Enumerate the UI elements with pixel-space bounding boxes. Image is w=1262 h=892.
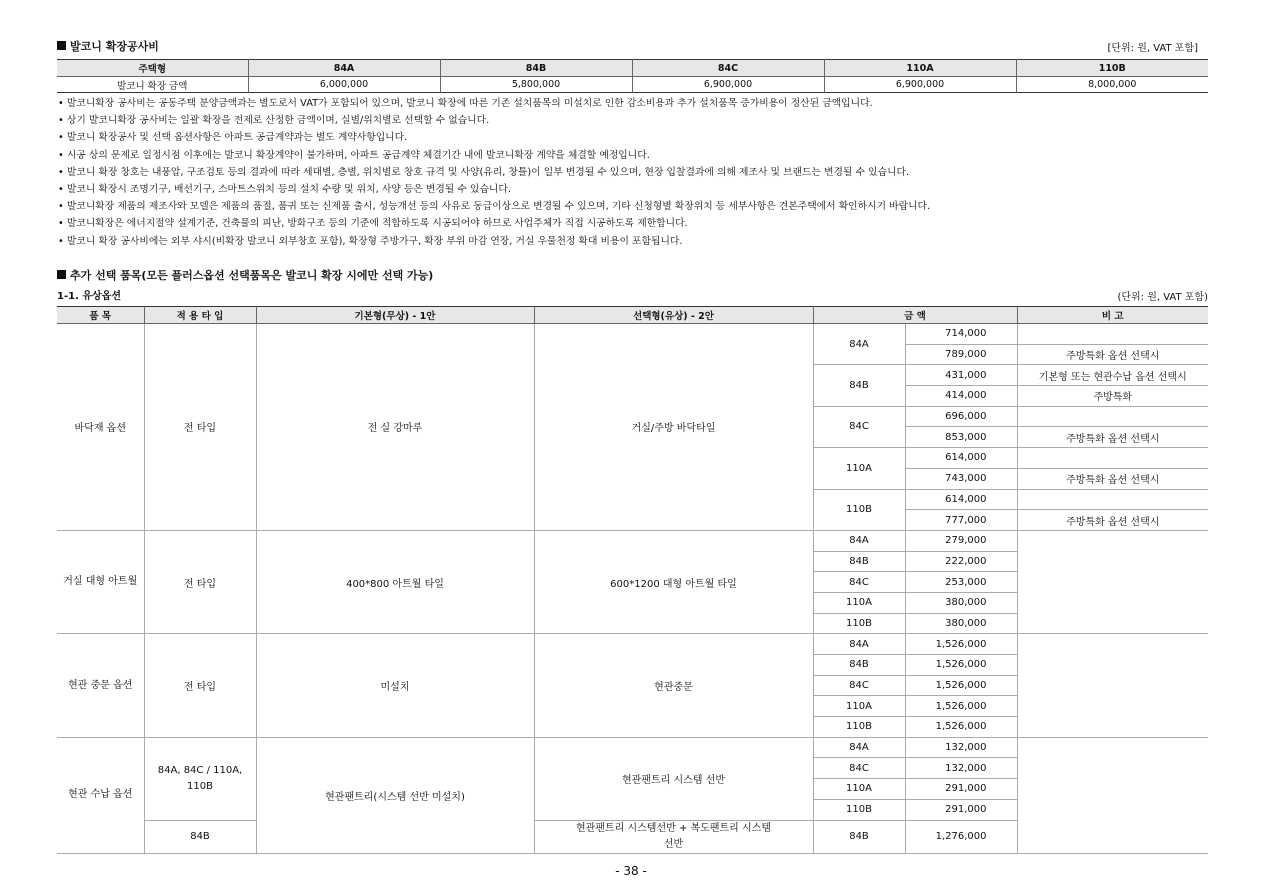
item-cell: 현관 중문 옵션 xyxy=(57,634,144,737)
amount-cell: 414,000 xyxy=(905,386,1017,407)
amount-cell: 132,000 xyxy=(905,758,1017,779)
unit-type-cell: 110A xyxy=(813,448,905,489)
amount-cell: 1,276,000 xyxy=(905,820,1017,853)
note-cell: 주방특화 xyxy=(1017,386,1208,407)
balcony-cost-title xyxy=(57,38,159,54)
header-cell: 기본형(무상) - 1안 xyxy=(256,307,534,324)
type-cell: 84B xyxy=(144,820,256,853)
paid-options-header-row xyxy=(57,307,1208,324)
unit-type-cell: 84C xyxy=(813,406,905,447)
header-cell: 주택형 xyxy=(57,60,248,77)
note-cell: 주방특화 옵션 선택시 xyxy=(1017,468,1208,489)
balcony-notes-list xyxy=(58,95,930,250)
balcony-cost-table xyxy=(57,59,1208,93)
note-cell xyxy=(1017,737,1208,853)
basic-cell: 현관팬트리(시스템 선반 미설치) xyxy=(256,737,534,853)
basic-cell: 400*800 아트월 타일 xyxy=(256,530,534,633)
table-row xyxy=(57,634,1208,655)
unit-type-cell: 110A xyxy=(813,592,905,613)
header-cell: 110A xyxy=(824,60,1016,77)
unit-type-cell: 110B xyxy=(813,489,905,530)
note-item: • 발코니 확장 창호는 내풍압, 구조검토 등의 결과에 따라 세대별, 층별, 위치별로 창호 규격 및 사양(유리, 창틀)이 일부 변경될 수 있으며, 현장 입찰결과에 의해 제조사 및 브랜드는 변경될 수 있습니다. xyxy=(58,166,910,178)
amount-cell: 279,000 xyxy=(905,530,1017,551)
note-item: • 시공 상의 문제로 일정시점 이후에는 발코니 확장계약이 불가하며, 아파트 공급계약 체결기간 내에 발코니확장 계약을 체결할 예정입니다. xyxy=(58,149,650,161)
amount-cell: 1,526,000 xyxy=(905,717,1017,738)
unit-type-cell: 84B xyxy=(813,655,905,676)
unit-type-cell: 84A xyxy=(813,737,905,758)
amount-cell: 696,000 xyxy=(905,406,1017,427)
amount-cell: 291,000 xyxy=(905,779,1017,800)
basic-cell: 전 실 강마루 xyxy=(256,324,534,531)
extra-options-title-text: 추가 선택 품목(모든 플러스옵션 선택품목은 발코니 확장 시에만 선택 가능) xyxy=(70,269,434,282)
amount-cell: 222,000 xyxy=(905,551,1017,572)
amount-cell: 743,000 xyxy=(905,468,1017,489)
header-cell: 적 용 타 입 xyxy=(144,307,256,324)
amount-cell: 431,000 xyxy=(905,365,1017,386)
note-item: • 상기 발코니확장 공사비는 일괄 확장을 전제로 산정한 금액이며, 실별/위치별로 선택할 수 없습니다. xyxy=(58,115,490,127)
unit-type-cell: 110B xyxy=(813,717,905,738)
note-cell: 주방특화 옵션 선택시 xyxy=(1017,344,1208,365)
item-cell: 거실 대형 아트월 xyxy=(57,530,144,633)
paid-options-table xyxy=(57,306,1208,854)
note-cell: 주방특화 옵션 선택시 xyxy=(1017,510,1208,531)
table-row xyxy=(57,530,1208,551)
table-row xyxy=(57,737,1208,758)
selected-cell: 현관팬트리 시스템 선반 xyxy=(534,737,813,820)
amount-cell: 132,000 xyxy=(905,737,1017,758)
header-cell: 84A xyxy=(248,60,440,77)
type-cell: 전 타입 xyxy=(144,530,256,633)
unit-type-cell: 84A xyxy=(813,530,905,551)
price-cell: 6,000,000 xyxy=(248,77,440,93)
note-cell xyxy=(1017,448,1208,469)
basic-cell: 미설치 xyxy=(256,634,534,737)
square-bullet-icon xyxy=(57,270,66,279)
paid-options-unit: (단위: 원, VAT 포함) xyxy=(1117,292,1208,303)
amount-cell: 614,000 xyxy=(905,489,1017,510)
header-cell: 품 목 xyxy=(57,307,144,324)
unit-type-cell: 110A xyxy=(813,779,905,800)
type-cell: 전 타입 xyxy=(144,324,256,531)
header-cell: 비 고 xyxy=(1017,307,1208,324)
header-cell: 84C xyxy=(632,60,824,77)
note-cell xyxy=(1017,406,1208,427)
note-item: • 발코니 확장 공사비에는 외부 샤시(비확장 발코니 외부창호 포함), 확장형 주방가구, 확장 부위 마감 연장, 거실 우물천정 확대 비용이 포함됩니다. xyxy=(58,235,683,247)
table-row xyxy=(57,324,1208,345)
item-cell: 현관 수납 옵션 xyxy=(57,737,144,853)
price-cell: 5,800,000 xyxy=(440,77,632,93)
selected-cell: 현관중문 xyxy=(534,634,813,737)
amount-cell: 1,526,000 xyxy=(905,675,1017,696)
table-row xyxy=(57,77,1208,93)
header-cell: 110B xyxy=(1016,60,1208,77)
unit-type-cell: 84C xyxy=(813,758,905,779)
selected-cell: 현관팬트리 시스템선반 + 복도팬트리 시스템 선반 xyxy=(534,820,813,853)
paid-options-subtitle: 1-1. 유상옵션 xyxy=(57,291,121,302)
amount-cell: 253,000 xyxy=(905,572,1017,593)
amount-cell: 789,000 xyxy=(905,344,1017,365)
note-cell xyxy=(1017,489,1208,510)
extra-options-title xyxy=(57,267,433,283)
square-bullet-icon xyxy=(57,41,66,50)
type-cell: 84A, 84C / 110A, 110B xyxy=(144,737,256,820)
item-cell: 바닥재 옵션 xyxy=(57,324,144,531)
price-cell: 8,000,000 xyxy=(1016,77,1208,93)
amount-cell: 1,526,000 xyxy=(905,696,1017,717)
amount-cell: 853,000 xyxy=(905,427,1017,448)
note-item: • 발코니확장 제품의 제조사와 모델은 제품의 품절, 품귀 또는 신제품 출시, 성능개선 등의 사유로 동급이상으로 변경될 수 있으며, 기타 신청형별 확장위치 등 세부사항은 견본주택에서 확인하시기 바랍니다. xyxy=(58,201,931,213)
unit-type-cell: 84A xyxy=(813,324,905,365)
unit-type-cell: 84A xyxy=(813,634,905,655)
unit-type-cell: 84B xyxy=(813,365,905,406)
unit-type-cell: 84C xyxy=(813,572,905,593)
price-cell: 6,900,000 xyxy=(632,77,824,93)
selected-cell: 600*1200 대형 아트월 타일 xyxy=(534,530,813,633)
amount-cell: 291,000 xyxy=(905,799,1017,820)
note-cell: 기본형 또는 현관수납 옵션 선택시 xyxy=(1017,365,1208,386)
unit-type-cell: 110A xyxy=(813,696,905,717)
note-cell: 주방특화 옵션 선택시 xyxy=(1017,427,1208,448)
amount-cell: 714,000 xyxy=(905,324,1017,345)
page-number: - 38 - xyxy=(615,864,647,878)
amount-cell: 777,000 xyxy=(905,510,1017,531)
unit-type-cell: 84B xyxy=(813,820,905,853)
balcony-cost-unit: [단위: 원, VAT 포함] xyxy=(1107,43,1198,54)
amount-cell: 614,000 xyxy=(905,448,1017,469)
type-cell: 전 타입 xyxy=(144,634,256,737)
balcony-cost-header-row xyxy=(57,60,1208,77)
note-item: • 발코니확장 공사비는 공동주택 분양금액과는 별도로서 VAT가 포함되어 있으며, 발코니 확장에 따른 기존 설치품목의 미설치로 인한 감소비용과 추가 설치품목 증가비용이 정산된 금액입니다. xyxy=(58,98,873,109)
note-item: • 발코니 확장시 조명기구, 배선기구, 스마트스위치 등의 설치 수량 및 위치, 사양 등은 변경될 수 있습니다. xyxy=(58,184,511,196)
unit-type-cell: 84B xyxy=(813,551,905,572)
unit-type-cell: 110B xyxy=(813,799,905,820)
amount-cell: 380,000 xyxy=(905,592,1017,613)
note-cell xyxy=(1017,634,1208,737)
unit-type-cell: 84C xyxy=(813,675,905,696)
unit-type-cell: 110B xyxy=(813,613,905,634)
selected-cell: 거실/주방 바닥타일 xyxy=(534,324,813,531)
amount-cell: 1,526,000 xyxy=(905,655,1017,676)
balcony-cost-title-text: 발코니 확장공사비 xyxy=(70,40,159,53)
note-cell xyxy=(1017,530,1208,633)
note-item: • 발코니 확장공사 및 선택 옵션사항은 아파트 공급계약과는 별도 계약사항입니다. xyxy=(58,132,408,144)
header-cell: 선택형(유상) - 2안 xyxy=(534,307,813,324)
row-label: 발코니 확장 금액 xyxy=(117,80,188,92)
header-cell: 금 액 xyxy=(813,307,1017,324)
amount-cell: 380,000 xyxy=(905,613,1017,634)
price-cell: 6,900,000 xyxy=(824,77,1016,93)
note-item: • 발코니확장은 에너지절약 설계기준, 건축물의 피난, 방화구조 등의 기준에 적합하도록 시공되어야 하므로 사업주체가 직접 시공하도록 제한합니다. xyxy=(58,218,688,230)
amount-cell: 1,526,000 xyxy=(905,634,1017,655)
header-cell: 84B xyxy=(440,60,632,77)
note-cell xyxy=(1017,324,1208,345)
